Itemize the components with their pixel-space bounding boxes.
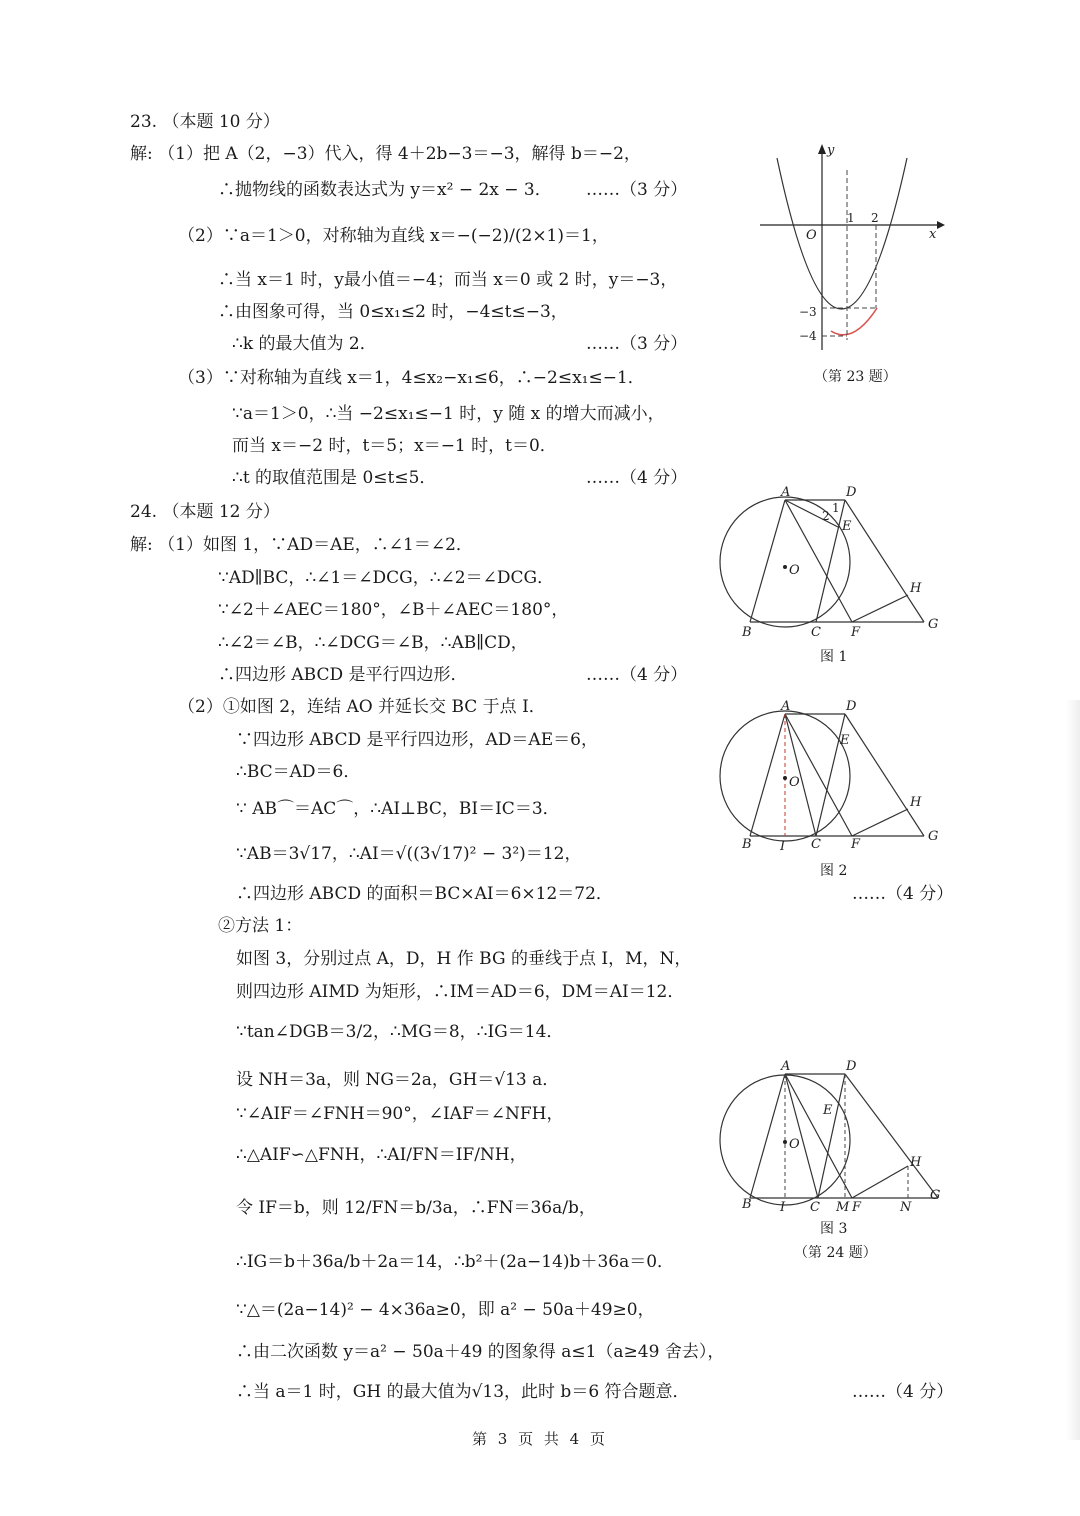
label-n: N [900,1200,912,1215]
parabola-curve [777,158,907,309]
fig24-group-caption: （第 24 题） [794,1245,877,1261]
segment-af [785,1074,852,1198]
label-h: H [910,795,922,810]
q23-line-7: （3）∵对称轴为直线 x＝1，4≤x₂−x₁≤6，∴−2≤x₁≤−1． [178,368,645,388]
q24-line-4: ∴∠2＝∠B，∴∠DCG＝∠B，∴AB∥CD， [218,633,528,653]
label-d: D [846,699,857,714]
q23-line-9: 而当 x＝−2 时，t＝5；x＝−1 时，t＝0． [232,436,557,456]
tick-minus4-label: −4 [799,329,817,343]
geometry-figure-1 [710,482,950,642]
q24-line-19: 令 IF＝b，则 12/FN＝b/3a，∴FN＝36a/b， [236,1198,596,1218]
fig24-3-caption: 图 3 [820,1221,848,1237]
center-dot [783,776,787,780]
q23-line-6: ∴k 的最大值为 2． [232,334,377,354]
segment-dg [845,1074,938,1198]
page-edge-shadow [1066,700,1080,1440]
segment-ab [750,714,785,836]
x-label: x [929,227,937,242]
label-e: E [842,519,852,534]
q24-line-20: ∴IG＝b＋36a/b＋2a＝14，∴b²＋(2a−14)b＋36a＝0． [236,1252,675,1272]
parabola-highlight [831,308,877,335]
label-o: O [789,775,800,790]
q23-line-5: ∴由图象可得，当 0≤x₁≤2 时，−4≤t≤−3， [218,302,568,322]
label-o: O [789,1137,800,1152]
q24-line-8: ∴BC＝AD＝6． [236,762,361,782]
q24-line-12: ②方法 1： [218,916,303,936]
label-a: A [781,1059,791,1074]
geometry-figure-2 [710,696,950,856]
tick-2-label: 2 [871,211,879,225]
q23-header: 23. （本题 10 分） [130,112,280,132]
label-i: I [780,839,786,854]
label-angle-1: 1 [832,501,840,515]
label-f: F [851,837,861,852]
q24-points-1: ……（4 分） [586,665,688,685]
segment-fh [852,595,908,622]
page-footer: 第 3 页 共 4 页 [472,1430,608,1448]
label-h: H [910,581,922,596]
q23-line-8: ∵a＝1＞0，∴当 −2≤x₁≤−1 时，y 随 x 的增大而减小， [232,404,665,424]
y-label: y [827,143,835,158]
q24-line-18: ∴△AIF∽△FNH，∴AI/FN＝IF/NH， [236,1145,527,1165]
geometry-figure-3 [710,1056,950,1216]
q24-line-22: ∴由二次函数 y＝a² − 50a＋49 的图象得 a≤1（a≥49 舍去）， [236,1342,725,1362]
fig24-2-caption: 图 2 [820,863,848,879]
y-axis-arrow [818,144,826,154]
q24-line-16: 设 NH＝3a，则 NG＝2a，GH＝√13 a． [236,1070,560,1090]
segment-fh [852,809,908,836]
q23-line-3: （2）∵a＝1＞0，对称轴为直线 x＝−(−2)/(2×1)＝1， [178,226,609,246]
tick-1-label: 1 [847,211,855,225]
q24-line-5: ∴四边形 ABCD 是平行四边形． [218,665,468,685]
label-o: O [789,563,800,578]
label-e: E [840,733,850,748]
label-d: D [846,1059,857,1074]
q24-line-17: ∵∠AIF＝∠FNH＝90°，∠IAF＝∠NFH， [236,1104,564,1124]
label-a: A [781,485,791,500]
label-d: D [846,485,857,500]
q23-line-10: ∴t 的取值范围是 0≤t≤5． [232,468,437,488]
q24-line-1: 解: （1）如图 1，∵AD＝AE，∴∠1＝∠2． [130,535,473,555]
segment-ab [750,1074,785,1198]
q23-line-1: 解: （1）把 A（2，−3）代入，得 4＋2b−3＝−3，解得 b＝−2， [130,144,641,164]
q24-line-21: ∵△＝(2a−14)² − 4×36a≥0，即 a² − 50a＋49≥0， [236,1300,655,1320]
label-f: F [852,1200,862,1215]
fig24-1-caption: 图 1 [820,649,848,665]
parabola-figure [755,140,950,355]
segment-dg [845,714,924,836]
label-f: F [851,625,861,640]
label-angle-2: 2 [822,509,830,523]
label-c: C [811,837,821,852]
tick-minus3-label: −3 [799,305,817,319]
q24-header: 24. （本题 12 分） [130,502,280,522]
q24-points-2: ……（4 分） [852,884,954,904]
q24-line-13: 如图 3，分别过点 A，D，H 作 BG 的垂线于点 I，M，N， [236,949,692,969]
segment-fh [852,1166,908,1198]
segment-ab [750,500,785,622]
q24-line-6: （2）①如图 2，连结 AO 并延长交 BC 于点 I． [178,697,546,717]
q24-line-9: ∵ AB⌒＝AC⌒，∴AI⊥BC，BI＝IC＝3． [236,799,560,819]
segment-ac [785,1074,818,1198]
x-axis-arrow [937,221,945,229]
label-b: B [742,837,752,852]
label-e: E [823,1103,833,1118]
label-b: B [742,625,752,640]
q23-line-4: ∴当 x＝1 时，y最小值＝−4；而当 x＝0 或 2 时，y＝−3， [218,270,678,290]
q24-line-10: ∵AB＝3√17，∴AI＝√((3√17)² − 3²)＝12， [236,844,582,864]
q24-line-11: ∴四边形 ABCD 的面积＝BC×AI＝6×12＝72． [236,884,613,904]
label-m: M [836,1200,850,1215]
label-c: C [810,1200,820,1215]
center-dot [783,1140,787,1144]
q24-line-14: 则四边形 AIMD 为矩形，∴IM＝AD＝6，DM＝AI＝12． [236,982,685,1002]
q23-points-2: ……（3 分） [586,334,688,354]
segment-dc [818,1074,845,1198]
label-b: B [742,1197,752,1212]
q24-line-15: ∵tan∠DGB＝3/2，∴MG＝8，∴IG＝14． [236,1022,564,1042]
q24-line-23: ∴当 a＝1 时，GH 的最大值为√13，此时 b＝6 符合题意． [236,1382,690,1402]
label-g: G [930,1188,941,1203]
q23-line-2: ∴抛物线的函数表达式为 y＝x² − 2x − 3． [218,180,552,200]
label-a: A [781,699,791,714]
q24-line-7: ∵四边形 ABCD 是平行四边形，AD＝AE＝6， [236,730,598,750]
q24-line-3: ∵∠2＋∠AEC＝180°，∠B＋∠AEC＝180°， [218,600,569,620]
q23-points-3: ……（4 分） [586,468,688,488]
origin-label: O [806,228,817,243]
fig23-caption: （第 23 题） [814,369,897,385]
label-c: C [811,625,821,640]
q24-points-3: ……（4 分） [852,1382,954,1402]
q24-line-2: ∵AD∥BC，∴∠1＝∠DCG，∴∠2＝∠DCG． [218,568,555,588]
q23-points-1: ……（3 分） [586,180,688,200]
label-g: G [928,829,939,844]
label-h: H [910,1155,922,1170]
label-i: I [780,1200,786,1215]
label-g: G [928,617,939,632]
segment-dg [845,500,924,622]
center-dot [783,565,787,569]
